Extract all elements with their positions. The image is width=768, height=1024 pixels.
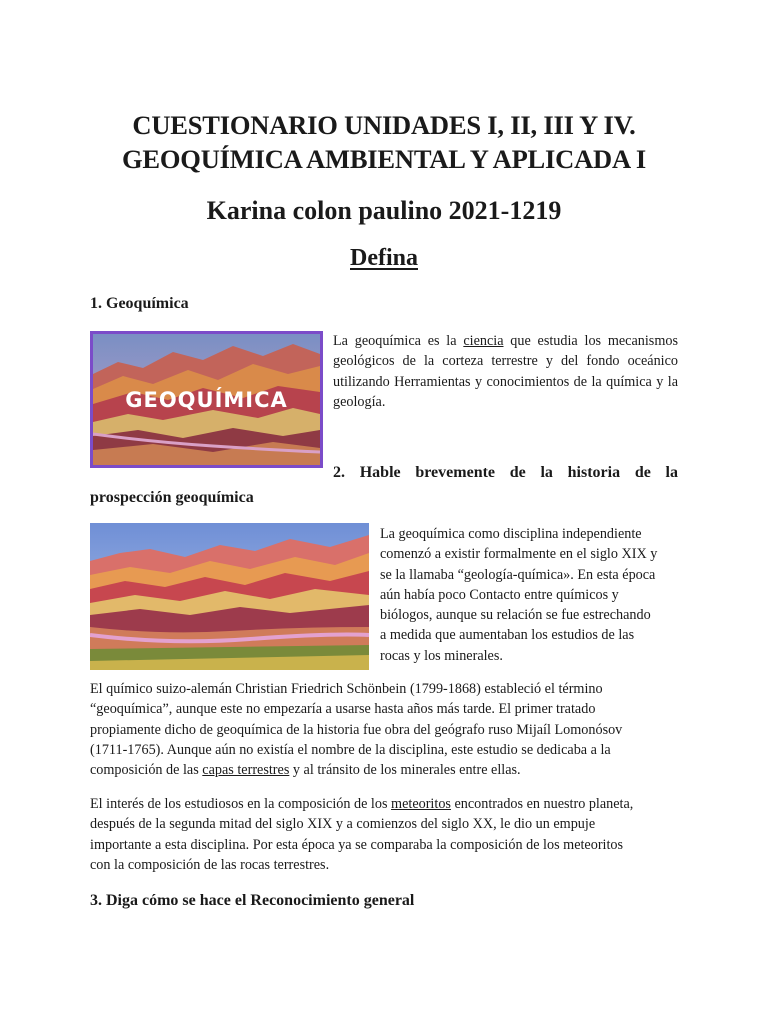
q1-heading: 1. Geoquímica: [90, 295, 189, 312]
q2-side-line: comenzó a existir formalmente en el siglo XIX y: [380, 546, 658, 563]
q2-side-line: aún había poco Contacto entre químicos y: [380, 586, 619, 603]
geoquimica-banner-image: [90, 331, 323, 468]
q2-heading-line-2: prospección geoquímica: [90, 489, 254, 506]
q2-paragraph-2: [90, 794, 690, 875]
author-line: Karina colon paulino 2021-1219: [206, 196, 562, 225]
q3-heading: 3. Diga cómo se hace el Reconocimiento general: [90, 892, 415, 909]
q2-side-text: [380, 524, 680, 666]
capas-terrestres-link[interactable]: capas terrestres: [202, 762, 290, 779]
q2-para2-text-before: El interés de los estudiosos en la composición de los: [90, 796, 392, 812]
title-line-1: CUESTIONARIO UNIDADES I, II, III Y IV.: [132, 110, 636, 140]
q2-para2-line: con la composición de las rocas terrestres.: [90, 856, 330, 873]
title-line-2: GEOQUÍMICA AMBIENTAL Y APLICADA I: [122, 144, 646, 174]
q2-para1-line: (1711-1765). Aunque aún no existía el nombre de la disciplina, este estudio se dedicaba a la: [90, 741, 611, 758]
q2-para1-text-before: composición de las: [90, 762, 203, 779]
q2-para1-line: [90, 760, 690, 780]
document-title: [60, 108, 708, 176]
rainbow-mountains-illustration: [90, 523, 369, 670]
q2-para2-line: importante a esta disciplina. Por esta época ya se comparaba la composición de los meteoritos: [90, 836, 624, 853]
q2-heading-line-1: 2. Hable brevemente de la historia de la: [333, 464, 678, 481]
q2-para1-line: propiamente dicho de geoquímica de la historia fue obra del geógrafo ruso Mijaíl Lomonósov: [90, 721, 623, 738]
rainbow-mountains-image: [90, 523, 369, 670]
q2-para1-line: “geoquímica”, aunque este no empezaría a usarse hasta años más tarde. El primer tratado: [90, 701, 596, 718]
q2-side-line: La geoquímica como disciplina independiente: [380, 526, 642, 542]
section-heading-text: Defina: [350, 245, 418, 271]
banner-label: GEOQUÍMICA: [125, 388, 288, 412]
meteoritos-link[interactable]: meteoritos: [391, 796, 451, 812]
q2-side-line: biólogos, aunque su relación se fue estrechando: [380, 607, 651, 624]
section-heading: [60, 243, 708, 273]
q2-side-line: se la llamaba “geología-química». En esta época: [380, 566, 656, 583]
q1-text-after: que estudia los mecanismos geológicos de la corteza terrestre y del fondo oceánico utilizando Herramientas y conocimientos de la química y la geología.: [333, 333, 678, 410]
q2-para2-text-after: encontrados en nuestro planeta,: [450, 796, 634, 812]
q1-answer: [333, 331, 678, 412]
q2-para2-line: [90, 794, 690, 814]
q2-side-line: a medida que aumentaban los estudios de las: [380, 627, 635, 644]
q2-paragraph-1: [90, 679, 690, 780]
mountains-illustration: [93, 334, 320, 465]
q2-para1-text-after: y al tránsito de los minerales entre ellas.: [289, 762, 521, 779]
ciencia-link[interactable]: ciencia: [463, 333, 504, 349]
q2-para2-line: después de la segunda mitad del siglo XIX y a comienzos del siglo XX, le dio un empuje: [90, 816, 596, 833]
q2-side-line: rocas y los minerales.: [380, 647, 503, 664]
q1-text-before: La geoquímica es la: [333, 333, 464, 349]
q2-para1-line: El químico suizo-alemán Christian Friedrich Schönbein (1799-1868) estableció el término: [90, 681, 603, 697]
